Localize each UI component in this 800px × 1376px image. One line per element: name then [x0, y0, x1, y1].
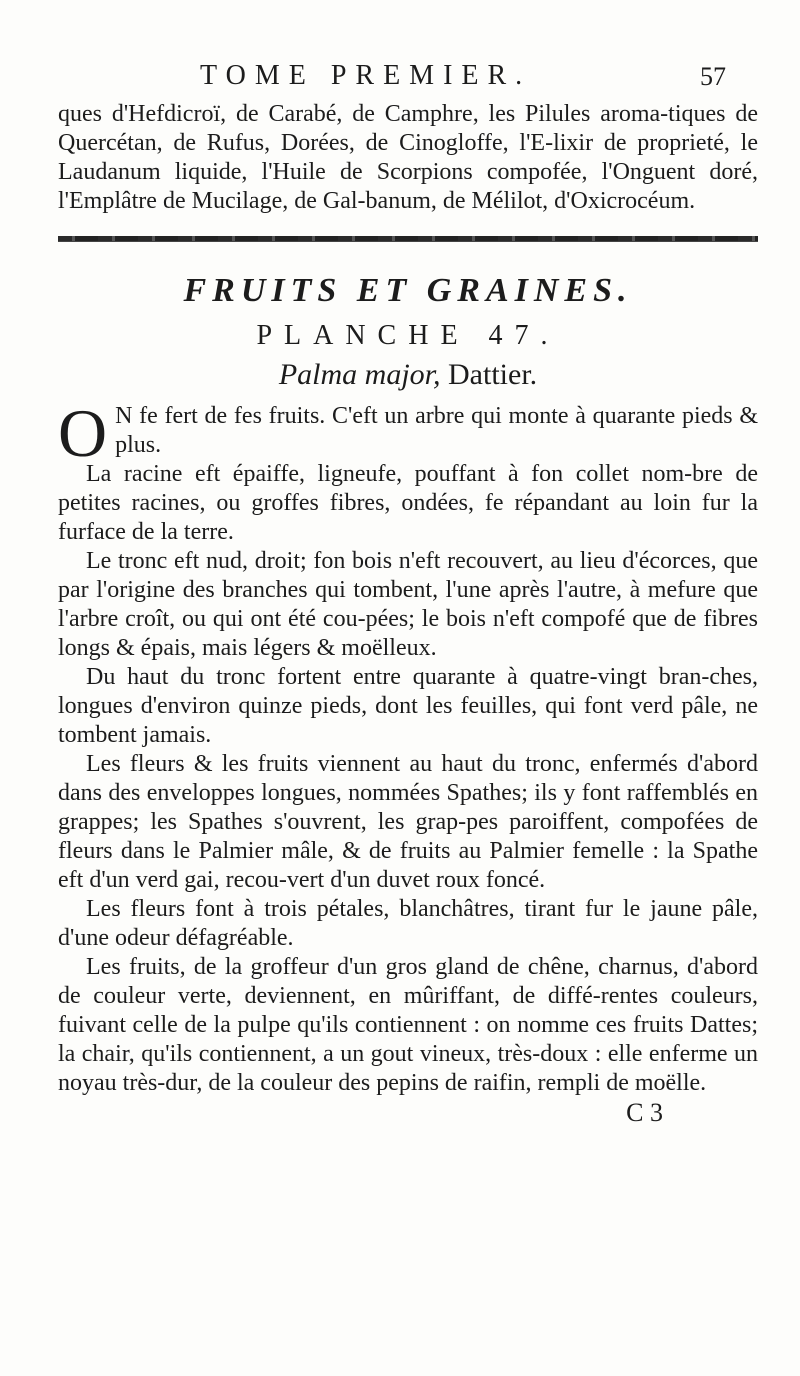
paragraph-2: La racine eft épaiffe, ligneufe, pouffant à fon collet nom-bre de petites racines, ou groffes fibres, ondées, fe répandant au loin fur la furface de la terre. [58, 461, 758, 545]
paragraph-4: Du haut du tronc fortent entre quarante à quatre-vingt bran-ches, longues d'environ quinze pieds, dont les feuilles, qui font verd pâle, ne tombent jamais. [58, 664, 758, 748]
paragraph-7: Les fruits, de la groffeur d'un gros gland de chêne, charnus, d'abord de couleur verte, deviennent, en mûriffant, de diffé-rentes couleurs, fuivant celle de la pulpe qu'ils contiennent : on nomme ces fruits Dattes; la chair, qu'ils contiennent, a un gout vineux, très-doux : elle enferme un noyau très-dur, de la couleur des pepins de raifin, rempli de moëlle. [58, 954, 758, 1096]
plate-heading: PLANCHE 47. [256, 320, 560, 351]
paragraph-6: Les fleurs font à trois pétales, blanchâtres, tirant fur le jaune pâle, d'une odeur défagréable. [58, 896, 758, 951]
paragraph-5: Les fleurs & les fruits viennent au haut du tronc, enfermés d'abord dans des enveloppes longues, nommées Spathes; ils y font raffemblés en grappes; les Spathes s'ouvrent, les grap-pes paroiffent, compofées de fleurs dans le Palmier mâle, & de fruits au Palmier femelle : la Spathe eft d'un verd gai, recou-vert d'un duvet roux foncé. [58, 751, 758, 893]
page-number: 57 [700, 62, 726, 91]
signature-mark: C 3 [626, 1098, 663, 1127]
first-paragraph [58, 395, 758, 471]
body-text [58, 395, 758, 1098]
running-title: TOME PREMIER. [200, 60, 532, 91]
drop-cap: O [58, 395, 108, 471]
paragraph-1: N fe fert de fes fruits. C'eft un arbre qui monte à quarante pieds & plus. [115, 403, 758, 458]
running-head [58, 60, 758, 100]
book-page [58, 60, 758, 1128]
ornamental-rule [58, 236, 758, 242]
species-heading [58, 358, 758, 392]
species-common-name: Dattier. [448, 358, 538, 391]
intro-paragraph: ques d'Hefdicroï, de Carabé, de Camphre, les Pilules aroma-tiques de Quercétan, de Rufus, Dorées, de Cinogloffe, l'E-lixir de proprieté, le Laudanum liquide, l'Huile de Scorpions compofée, l'Onguent doré, l'Emplâtre de Mucilage, de Gal-banum, de Mélilot, d'Oxicrocéum. [58, 101, 758, 214]
section-title: FRUITS ET GRAINES. [183, 272, 633, 309]
species-latin-name: Palma major, [278, 358, 441, 391]
paragraph-3: Le tronc eft nud, droit; fon bois n'eft recouvert, au lieu d'écorces, que par l'origine des branches qui tombent, l'une après l'autre, à mefure que l'arbre croît, ou qui ont été cou-pées; le bois n'eft compofé que de fibres longs & épais, mais légers & moëlleux. [58, 548, 758, 661]
